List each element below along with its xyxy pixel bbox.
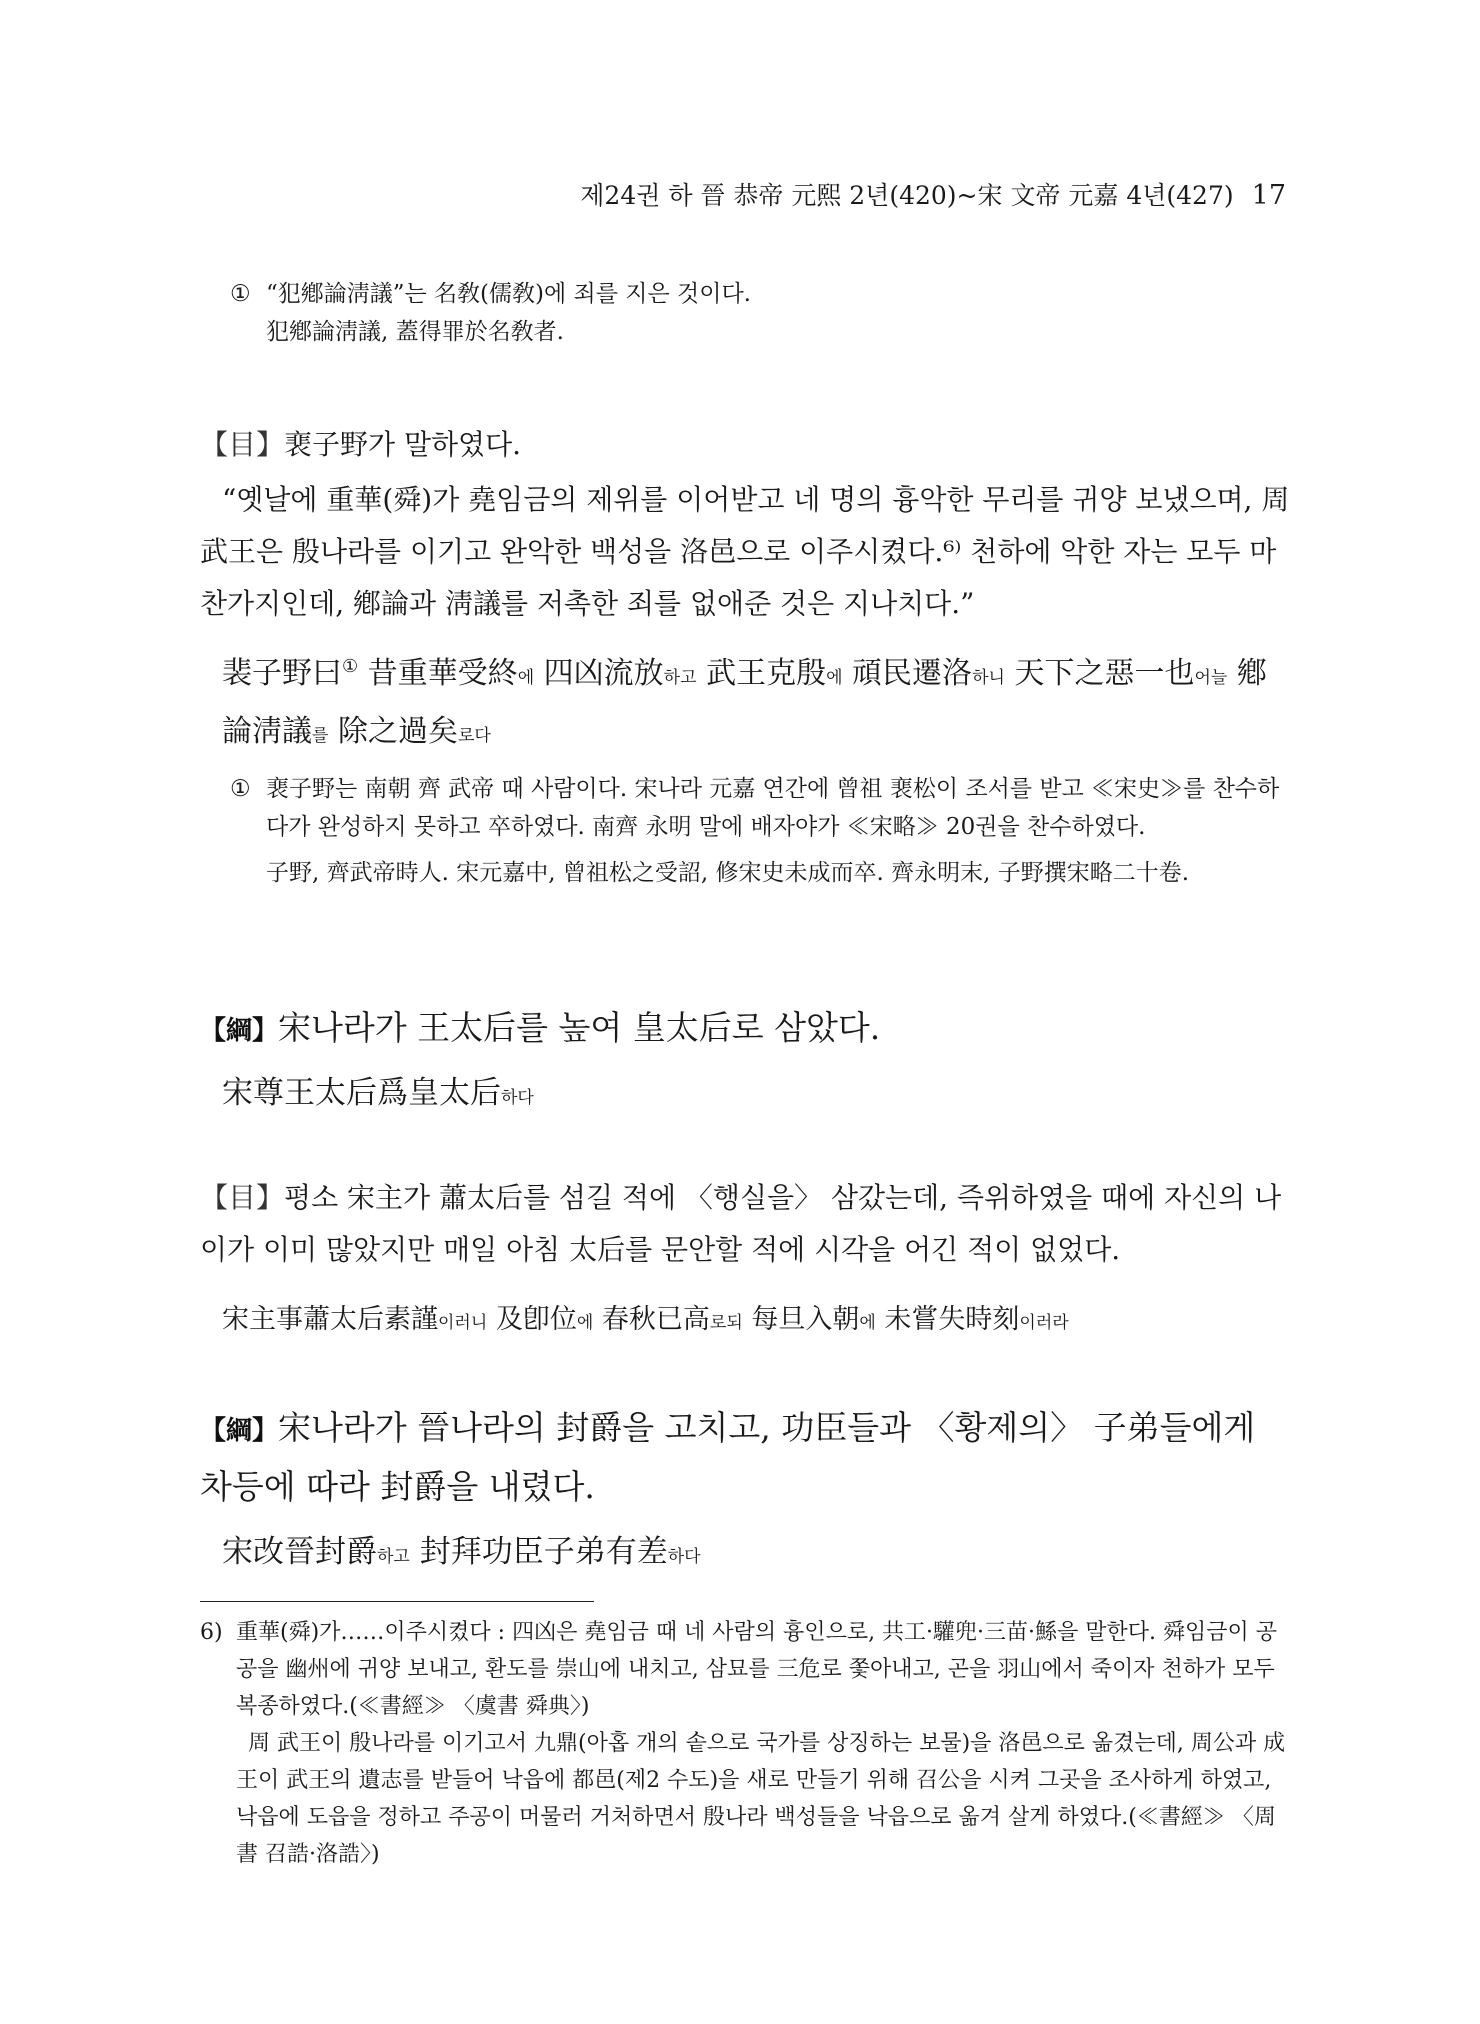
- footnote-paragraph: 周 武王이 殷나라를 이기고서 九鼎(아홉 개의 솥으로 국가를 상징하는 보물)을 洛邑으로 옮겼는데, 周公과 成王이 武王의 遺志를 받들어 낙읍에 都邑(제2 수도)을 새로 만들기 위해 召公을 시켜 그곳을 조사하게 하였고, 낙읍에 도읍을 정하고 주공이 머물러 거처하면서 殷나라 백성들을 낙읍으로 옮겨 살게 하였다.(≪書經≫ 〈周書 召誥·洛誥〉): [236, 1731, 1286, 1867]
- note-hanmun: 犯鄕論淸議, 蓋得罪於名敎者.: [266, 319, 564, 345]
- kang-hanmun: 宋尊王太后爲皇太后하다: [222, 1075, 534, 1111]
- kang-hanmun: 宋改晉封爵하고 封拜功臣子弟有差하다: [222, 1534, 701, 1570]
- note-hanmun: 子野, 齊武帝時人. 宋元嘉中, 曾祖松之受詔, 修宋史未成而卒. 齊永明末, 子野撰宋略二十卷.: [266, 860, 1190, 886]
- note-text: 裵子野는 南朝 齊 武帝 때 사람이다. 宋나라 元嘉 연간에 曾祖 裵松이 조서를 받고 ≪宋史≫를 찬수하다가 완성하지 못하고 卒하였다. 南齊 永明 말에 배자야가 ≪宋略≫ 20권을 찬수하였다.: [266, 776, 1280, 840]
- kang-heading: [200, 1000, 1290, 1059]
- note-text: “犯鄕論淸議”는 名敎(儒敎)에 죄를 지은 것이다.: [266, 281, 751, 307]
- hanmun-paragraph: 宋主事蕭太后素謹이러니 及卽位에 春秋已高로되 每旦入朝에 未嘗失時刻이러라: [222, 1304, 1069, 1335]
- mok-paragraph: [200, 1172, 1290, 1276]
- note-number: ①: [230, 776, 251, 802]
- mok-label: 【目】: [200, 428, 285, 461]
- note-number: ①: [230, 281, 251, 307]
- footnote: [200, 1614, 1290, 1873]
- kang-text: 宋나라가 王太后를 높여 皇太后로 삼았다.: [278, 1008, 881, 1047]
- running-header: [580, 176, 1286, 212]
- page-number: 17: [1251, 180, 1286, 211]
- mok-text: 평소 宋主가 蕭太后를 섬길 적에 〈행실을〉 삼갔는데, 즉위하였을 때에 자신의 나이가 이미 많았지만 매일 아침 太后를 문안할 적에 시각을 어긴 적이 없었다.: [200, 1181, 1282, 1266]
- annotation-note: [230, 275, 1290, 351]
- annotation-note: [230, 770, 1290, 892]
- footnote-paragraph: 重華(舜)가……이주시켰다 : 四凶은 堯임금 때 네 사람의 흉인으로, 共工·驩兜·三苗·鯀을 말한다. 舜임금이 공공을 幽州에 귀양 보내고, 환도를 崇山에 내치고, 삼묘를 三危로 쫓아내고, 곤을 羽山에서 죽이자 천하가 모두 복종하였다.(≪書經≫ 〈虞書 舜典〉): [236, 1620, 1278, 1719]
- kang-label: 【綱】: [200, 1416, 279, 1446]
- kang-text: 宋나라가 晉나라의 封爵을 고치고, 功臣들과 〈황제의〉 子弟들에게 차등에 따라 封爵을 내렸다.: [200, 1408, 1256, 1506]
- mok-heading: [200, 420, 1290, 470]
- kang-label: 【綱】: [200, 1016, 279, 1046]
- mok-intro: 裵子野가 말하였다.: [284, 428, 522, 461]
- kang-heading: [200, 1400, 1290, 1515]
- translation-paragraph: “옛날에 重華(舜)가 堯임금의 제위를 이어받고 네 명의 흉악한 무리를 귀양 보냈으며, 周 武王은 殷나라를 이기고 완악한 백성을 洛邑으로 이주시켰다.⁶⁾ 천하에 악한 자는 모두 마찬가지인데, 鄕論과 淸議를 저촉한 죄를 없애준 것은 지나치다.”: [200, 483, 1290, 620]
- header-title: 제24권 하 晉 恭帝 元熙 2년(420)~宋 文帝 元嘉 4년(427): [580, 181, 1234, 210]
- mok-label: 【目】: [200, 1181, 285, 1214]
- footnote-rule: [200, 1601, 594, 1602]
- footnote-number: 6): [200, 1620, 223, 1645]
- hanmun-paragraph: 裴子野曰① 昔重華受終에 四凶流放하고 武王克殷에 頑民遷洛하니 天下之惡一也어늘 鄕論淸議를 除之過矣로다: [222, 656, 1267, 749]
